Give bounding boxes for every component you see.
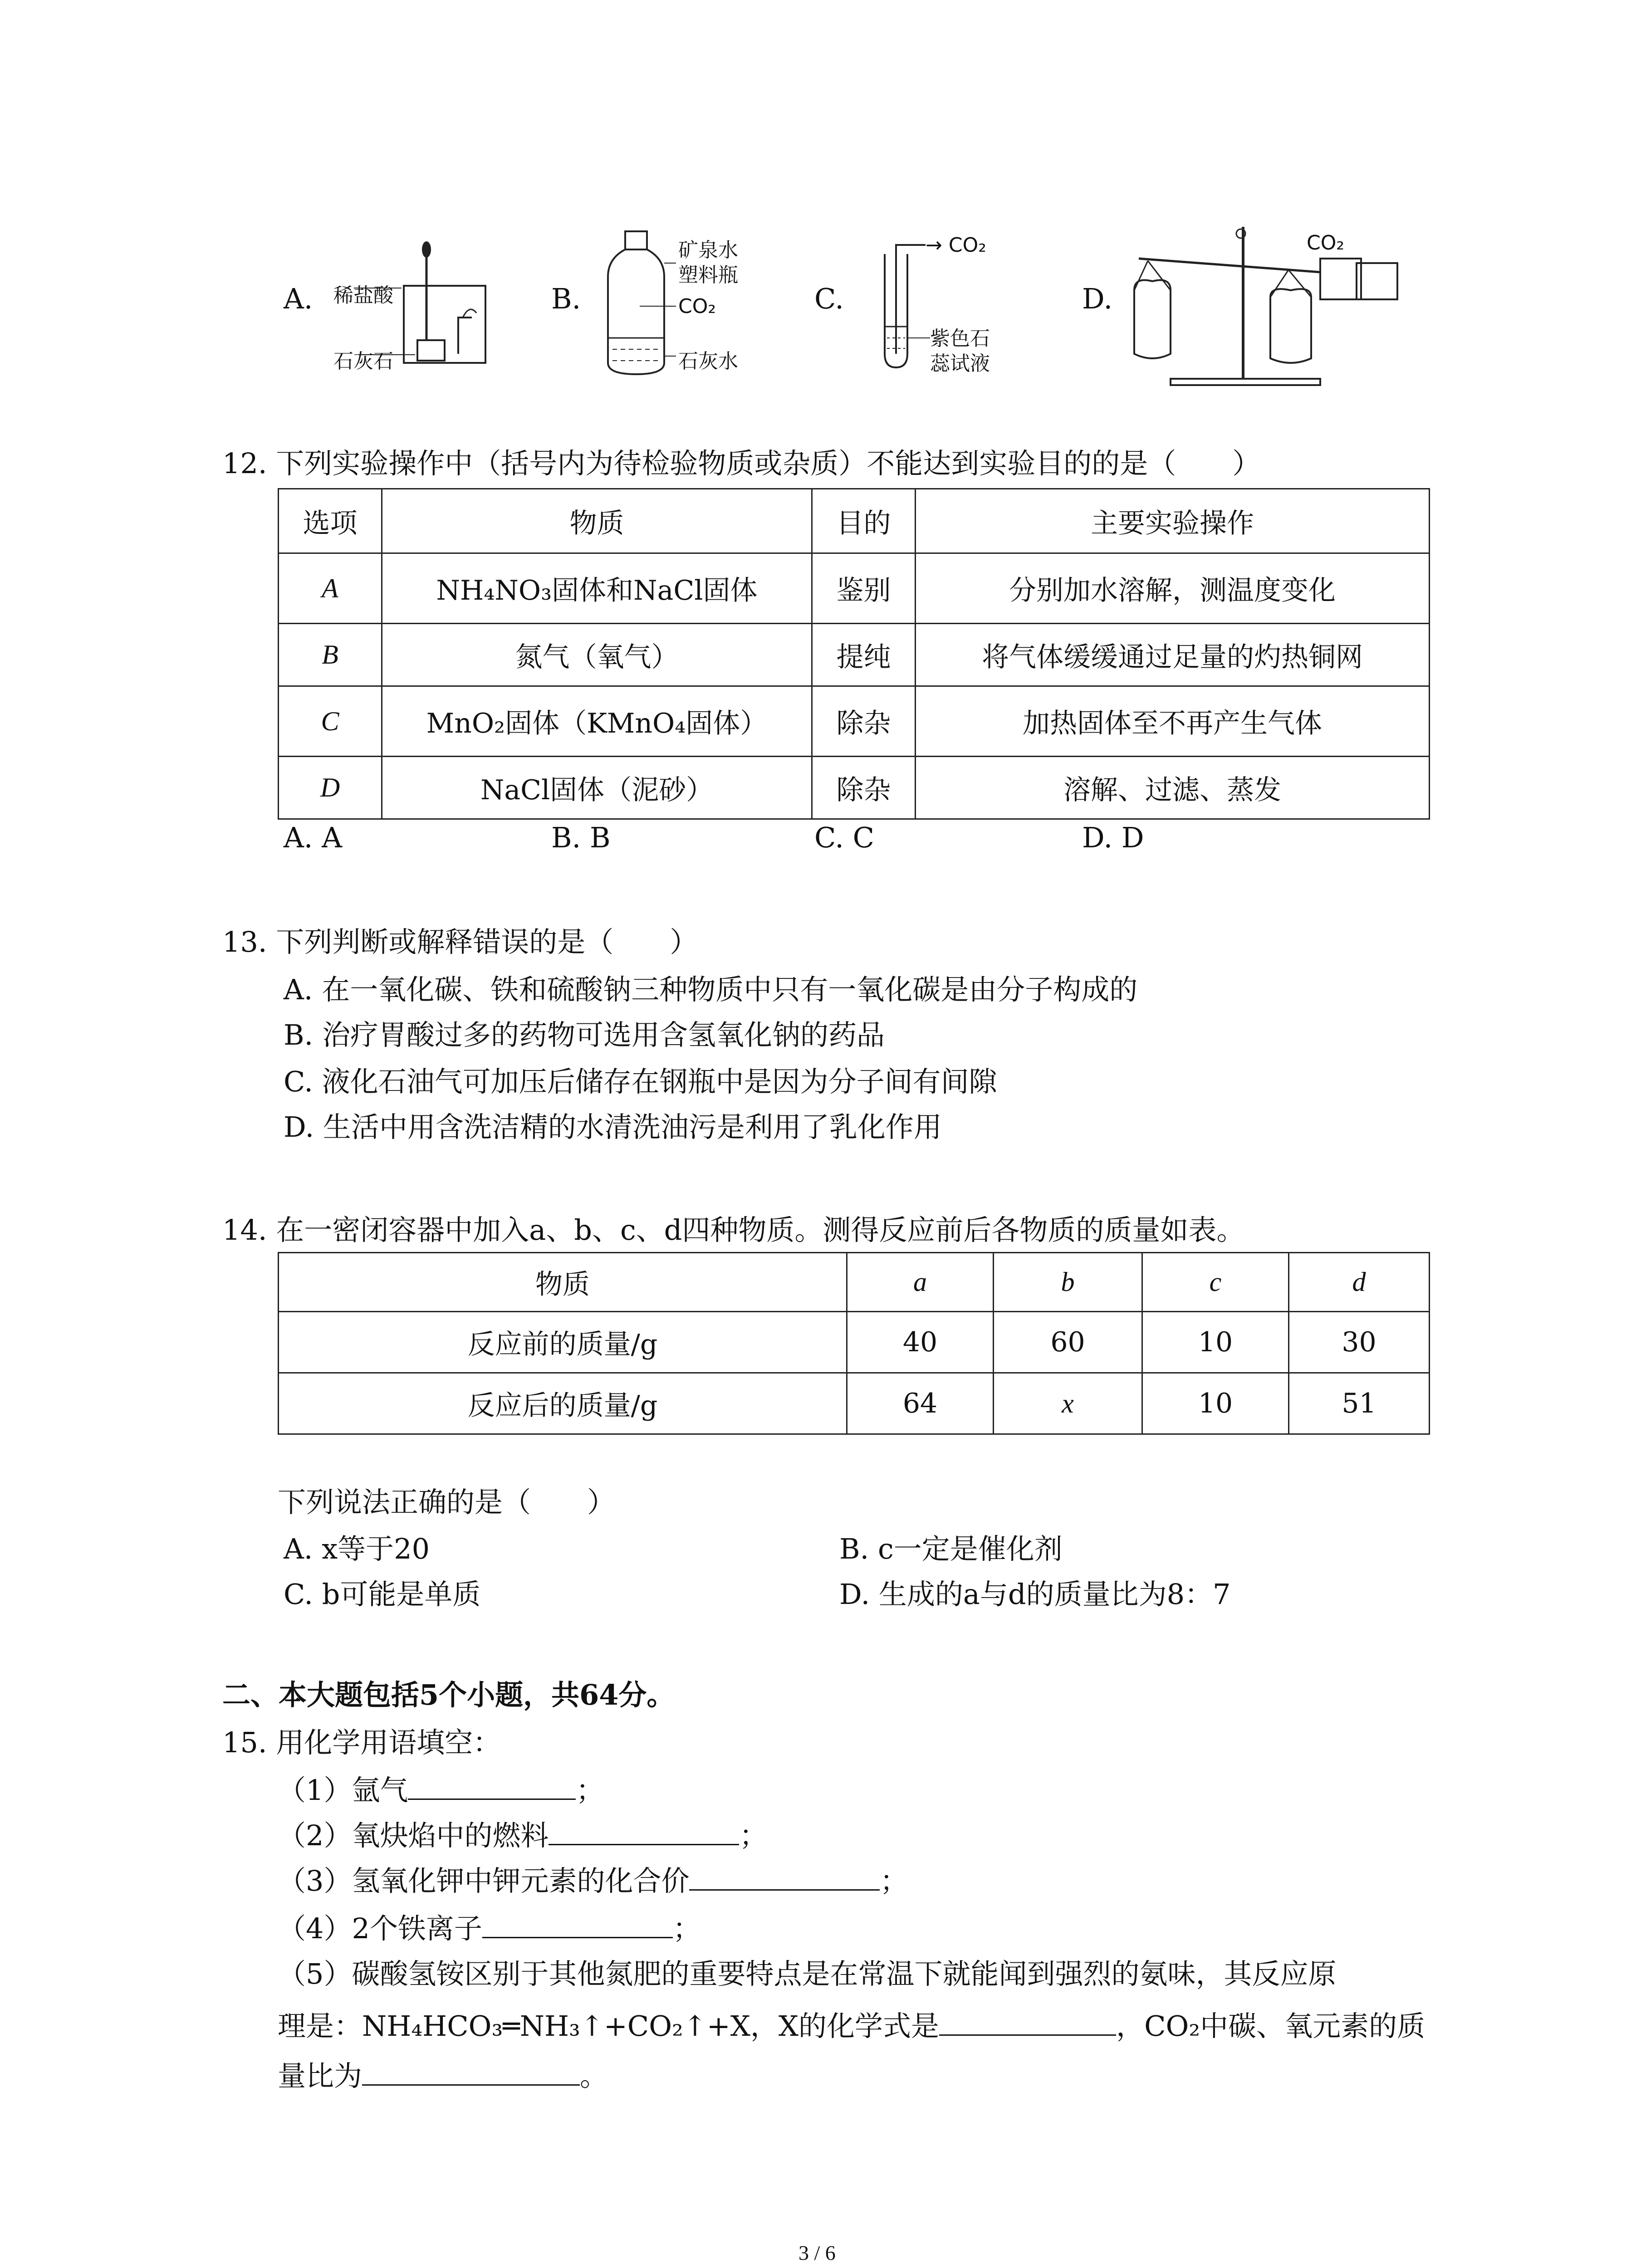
table-header-row [279, 489, 1430, 553]
q11-a-stone-label: 石灰石 [333, 350, 393, 373]
q12-option-d: D. D [1082, 821, 1144, 854]
table-header-cell: 目的 [812, 489, 916, 553]
answer-blank[interactable] [549, 1817, 739, 1845]
q13-option-b: B. 治疗胃酸过多的药物可选用含氢氧化钠的药品 [284, 1018, 885, 1051]
table-cell-option: A [279, 553, 382, 624]
table-cell-value: 10 [1142, 1312, 1289, 1373]
q15-item-1 [278, 1771, 604, 1807]
table-cell-label: 反应后的质量/g [279, 1373, 847, 1434]
q12-option-a: A. A [284, 821, 342, 854]
answer-blank[interactable] [408, 1771, 576, 1800]
q15-item-5-ratio-text: 量比为 [278, 2059, 362, 2092]
q15-item-text: （2）氧炔焰中的燃料 [278, 1819, 549, 1852]
table-cell-value: 30 [1289, 1312, 1430, 1373]
q11-figure-d-label: D. [1082, 282, 1113, 315]
q15-item-5-line-2 [278, 2007, 1425, 2043]
table-cell-substance: NH₄NO₃固体和NaCl固体 [382, 553, 812, 624]
table-cell-label: 反应前的质量/g [279, 1312, 847, 1373]
table-row [279, 553, 1430, 624]
table-row [279, 1312, 1430, 1373]
q11-c-gas-label: → CO₂ [926, 234, 986, 257]
q11-figure-c-label: C. [814, 282, 844, 315]
table-header-cell: c [1142, 1253, 1289, 1312]
period: 。 [580, 2059, 608, 2092]
q12-option-b: B. B [551, 821, 611, 854]
table-header-cell: 物质 [279, 1253, 847, 1312]
table-cell-value: 10 [1142, 1373, 1289, 1434]
table-header-cell: 主要实验操作 [916, 489, 1430, 553]
table-cell-substance: MnO₂固体（KMnO₄固体） [382, 686, 812, 757]
table-cell-option: C [279, 686, 382, 757]
table-cell-operation: 将气体缓缓通过足量的灼热铜网 [916, 624, 1430, 686]
semicolon: ； [672, 1912, 701, 1945]
table-row [279, 757, 1430, 819]
q11-b-bottle-label-1: 矿泉水 [678, 239, 738, 262]
table-cell-value: 64 [847, 1373, 994, 1434]
table-cell-option: B [279, 624, 382, 686]
table-header-cell: b [994, 1253, 1142, 1312]
table-cell-aim: 提纯 [812, 624, 916, 686]
table-cell-option: D [279, 757, 382, 819]
q14-option-c: C. b可能是单质 [284, 1578, 481, 1611]
q15-item-5-equation: 理是：NH₄HCO₃═NH₃↑+CO₂↑+X，X的化学式是 [278, 2009, 940, 2043]
q13-option-d: D. 生活中用含洗洁精的水清洗油污是利用了乳化作用 [284, 1110, 942, 1144]
q15-item-text: （1）氩气 [278, 1774, 408, 1807]
q14-table [278, 1252, 1430, 1435]
q12-table [278, 488, 1430, 820]
table-header-cell: 物质 [382, 489, 812, 553]
table-header-cell: 选项 [279, 489, 382, 553]
q11-figure-a-label: A. [284, 282, 313, 315]
table-row [279, 686, 1430, 757]
table-cell-operation: 溶解、过滤、蒸发 [916, 757, 1430, 819]
q11-c-reagent-label-2: 蕊试液 [930, 352, 990, 375]
semicolon: ； [880, 1864, 908, 1897]
table-cell-substance: NaCl固体（泥砂） [382, 757, 812, 819]
semicolon: ； [576, 1774, 604, 1807]
q15-item-5-continuation: ，CO₂中碳、氧元素的质 [1116, 2009, 1425, 2043]
q15-stem: 15. 用化学用语填空： [222, 1726, 501, 1759]
table-row [279, 1373, 1430, 1434]
table-cell-value: 51 [1289, 1373, 1430, 1434]
table-row [279, 624, 1430, 686]
q11-figure-b-label: B. [551, 282, 581, 315]
q11-b-gas-label: CO₂ [678, 295, 716, 318]
q13-stem: 13. 下列判断或解释错误的是（ ） [222, 925, 698, 958]
q11-a-acid-label: 稀盐酸 [333, 284, 393, 307]
table-header-cell: a [847, 1253, 994, 1312]
q15-item-2 [278, 1817, 767, 1853]
semicolon: ； [739, 1819, 768, 1852]
page-number: 3 / 6 [798, 2241, 836, 2264]
q15-item-3 [278, 1862, 908, 1898]
q15-item-4 [278, 1910, 701, 1945]
table-header-cell: d [1289, 1253, 1430, 1312]
q14-option-d: D. 生成的a与d的质量比为8：7 [839, 1578, 1231, 1611]
answer-blank[interactable] [939, 2007, 1116, 2036]
answer-blank[interactable] [482, 1910, 673, 1938]
table-cell-aim: 除杂 [812, 686, 916, 757]
q11-b-bottle-label-2: 塑料瓶 [678, 264, 738, 287]
table-cell-value: x [994, 1373, 1142, 1434]
q11-b-water-label: 石灰水 [678, 350, 738, 373]
section-title: 二、本大题包括5个小题，共64分。 [222, 1678, 675, 1711]
table-cell-substance: 氮气（氧气） [382, 624, 812, 686]
table-cell-aim: 鉴别 [812, 553, 916, 624]
q11-c-reagent-label-1: 紫色石 [930, 327, 990, 350]
q13-option-a: A. 在一氧化碳、铁和硫酸钠三种物质中只有一氧化碳是由分子构成的 [284, 973, 1138, 1006]
q15-item-5-line-1: （5）碳酸氢铵区别于其他氮肥的重要特点是在常温下就能闻到强烈的氨味，其反应原 [278, 1957, 1337, 1990]
table-cell-operation: 加热固体至不再产生气体 [916, 686, 1430, 757]
q15-item-5-line-3 [278, 2057, 608, 2093]
q12-stem: 12. 下列实验操作中（括号内为待检验物质或杂质）不能达到实验目的的是（ ） [222, 447, 1261, 480]
table-cell-aim: 除杂 [812, 757, 916, 819]
q15-item-text: （4）2个铁离子 [278, 1912, 482, 1945]
table-cell-value: 60 [994, 1312, 1142, 1373]
table-cell-operation: 分别加水溶解，测温度变化 [916, 553, 1430, 624]
q12-option-c: C. C [814, 821, 875, 854]
table-header-row [279, 1253, 1430, 1312]
balance-apparatus-icon [1121, 218, 1420, 390]
test-tube-icon [853, 227, 935, 372]
table-cell-value: 40 [847, 1312, 994, 1373]
q11-d-gas-label: CO₂ [1307, 231, 1344, 254]
q14-stem: 14. 在一密闭容器中加入a、b、c、d四种物质。测得反应前后各物质的质量如表。 [222, 1213, 1245, 1246]
q14-sub-stem: 下列说法正确的是（ ） [278, 1486, 616, 1519]
q15-item-text: （3）氢氧化钾中钾元素的化合价 [278, 1864, 690, 1897]
q14-option-b: B. c一定是催化剂 [839, 1532, 1063, 1565]
q13-option-c: C. 液化石油气可加压后储存在钢瓶中是因为分子间有间隙 [284, 1065, 997, 1098]
q14-option-a: A. x等于20 [284, 1532, 430, 1565]
answer-blank[interactable] [689, 1862, 880, 1891]
answer-blank[interactable] [362, 2057, 580, 2086]
